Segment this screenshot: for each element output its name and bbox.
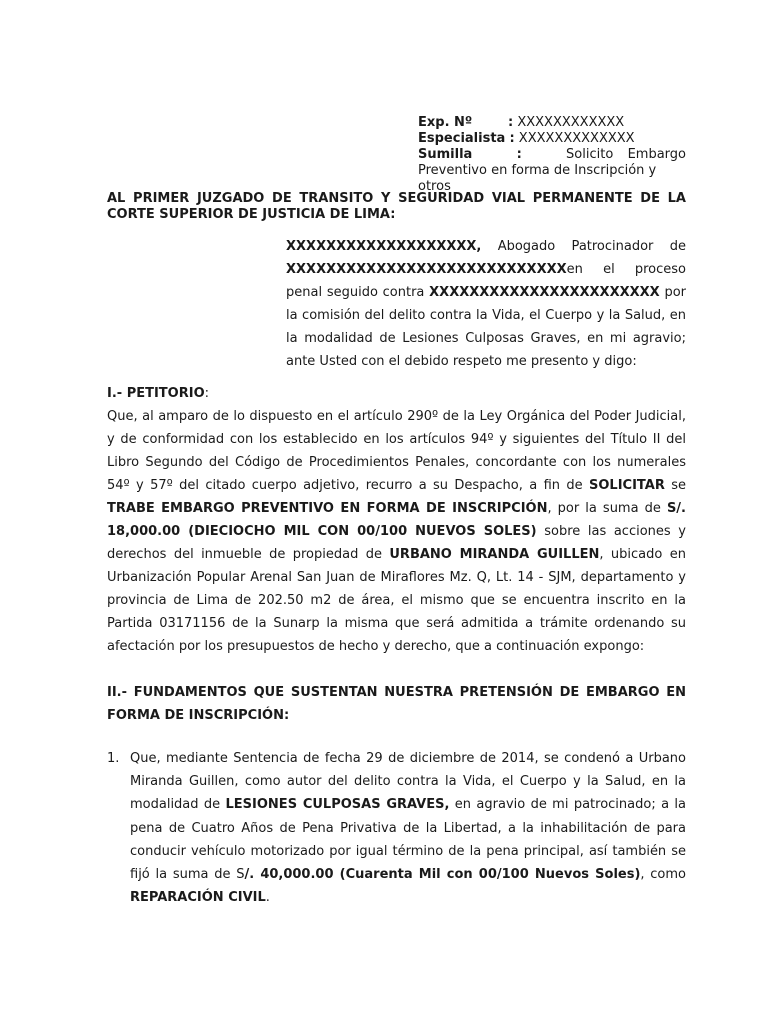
- item-1-bold-2: /. 40,000.00 (Cuarenta Mil con 00/100 Nuevos Soles): [244, 867, 641, 883]
- intro-text-1: Abogado Patrocinador de: [481, 239, 686, 254]
- sumilla-label: Sumilla: [418, 147, 473, 162]
- sumilla-word-1: Solicito: [566, 147, 614, 162]
- item-1-text-1: Que, mediante Sentencia de fecha 29 de diciembre de 2014, se condenó a Urbano Miranda Guillen, como autor del delito contra la Vida, el Cuerpo y la Salud, en la modalidad de: [130, 751, 686, 813]
- item-1-text-4: .: [265, 890, 270, 906]
- exp-label: Exp. Nº: [418, 115, 473, 130]
- intro-paragraph: [286, 235, 686, 373]
- list-item-number: 1.: [107, 751, 120, 766]
- sumilla-separator: :: [516, 147, 522, 162]
- sumilla-word-2: Embargo: [627, 147, 686, 162]
- item-1-bold-1: LESIONES CULPOSAS GRAVES,: [225, 797, 450, 813]
- petitorio-bold-1: SOLICITAR: [589, 478, 665, 493]
- section-1-colon: :: [204, 386, 210, 401]
- petitorio-text-2: se: [664, 478, 686, 493]
- lawyer-name: XXXXXXXXXXXXXXXXXXX,: [286, 239, 482, 254]
- especialista-separator: :: [509, 131, 515, 146]
- especialista-row: [418, 131, 686, 147]
- item-1-text-2: en agravio de mi patrocinado; a la pena de Cuatro Años de Pena Privativa de la Libertad, a la inhabilitación de para conducir vehículo motorizado por igual término de la pena principal, así también se fijó la suma de S: [130, 797, 686, 883]
- petitorio-bold-4: URBANO MIRANDA GUILLEN: [389, 547, 600, 562]
- sumilla-row: [418, 147, 686, 163]
- section-1-heading: [107, 386, 209, 402]
- list-item-text: [130, 747, 686, 909]
- accused-name: XXXXXXXXXXXXXXXXXXXXXXX: [429, 285, 660, 300]
- case-header: [418, 115, 686, 195]
- especialista-value: XXXXXXXXXXXXX: [518, 131, 635, 146]
- client-name: XXXXXXXXXXXXXXXXXXXXXXXXXXXX: [286, 262, 567, 277]
- list-item: [107, 747, 686, 909]
- petitorio-text-3: , por la suma de: [547, 501, 667, 516]
- petitorio-paragraph: [107, 405, 686, 658]
- exp-row: [418, 115, 686, 131]
- section-2-title: II.- FUNDAMENTOS QUE SUSTENTAN NUESTRA PRETENSIÓN DE EMBARGO EN FORMA DE INSCRIPCIÓN:: [107, 685, 686, 723]
- exp-value: XXXXXXXXXXXX: [517, 115, 625, 130]
- intro-text-3: por la comisión del delito contra la Vida, el Cuerpo y la Salud, en la modalidad de Lesiones Culposas Graves, en mi agravio; ante Usted con el debido respeto me presento y digo:: [286, 285, 686, 369]
- item-1-bold-3: REPARACIÓN CIVIL: [130, 890, 266, 906]
- sumilla-line-2: Preventivo en forma de Inscripción y otros: [418, 163, 657, 194]
- fundamentos-list: [107, 747, 686, 909]
- section-1-title: I.- PETITORIO: [107, 386, 205, 401]
- intro-text-2: en el proceso penal seguido contra: [286, 262, 686, 300]
- item-1-text-3: , como: [640, 867, 687, 883]
- petitorio-text-4: sobre las acciones y derechos del inmueble de propiedad de: [107, 524, 686, 562]
- petitorio-text-5: , ubicado en Urbanización Popular Arenal San Juan de Miraflores Mz. Q, Lt. 14 - SJM, departamento y provincia de Lima de 202.50 m2 de área, el mismo que se encuentra inscrito en la Partida 03171156 de la Sunarp la misma que será admitida a trámite ordenando su afectación por los presupuestos de hecho y derecho, que a continuación expongo:: [107, 547, 686, 654]
- addressee: AL PRIMER JUZGADO DE TRANSITO Y SEGURIDAD VIAL PERMANENTE DE LA CORTE SUPERIOR DE JUSTICIA DE LIMA:: [107, 191, 686, 222]
- petitorio-bold-2: TRABE EMBARGO PREVENTIVO EN FORMA DE INSCRIPCIÓN: [107, 501, 548, 516]
- especialista-label: Especialista: [418, 131, 506, 146]
- exp-separator: :: [508, 115, 514, 130]
- petitorio-text-1: Que, al amparo de lo dispuesto en el artículo 290º de la Ley Orgánica del Poder Judicial, y de conformidad con los establecido en los artículos 94º y siguientes del Título II del Libro Segundo del Código de Procedimientos Penales, concordante con los numerales 54º y 57º del citado cuerpo adjetivo, recurro a su Despacho, a fin de: [107, 409, 686, 493]
- petitorio-bold-3: S/. 18,000.00 (DIECIOCHO MIL CON 00/100 NUEVOS SOLES): [107, 501, 686, 539]
